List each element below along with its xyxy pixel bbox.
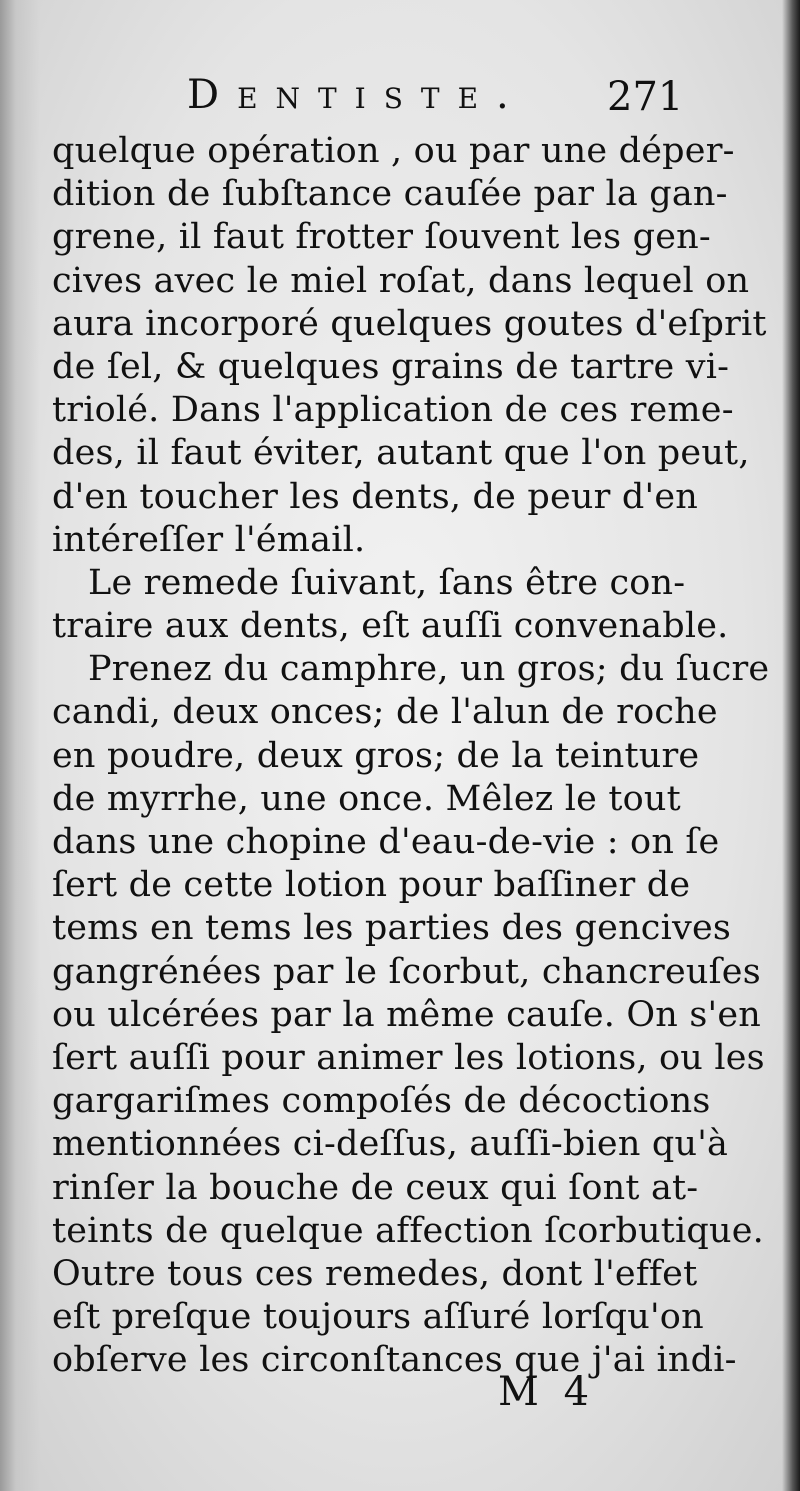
text-line: grene, il faut frotter ſouvent les gen- xyxy=(52,217,711,258)
text-line: des, il faut éviter, autant que l'on peut, xyxy=(52,433,750,474)
text-line: Le remede ſuivant, ſans être con- xyxy=(88,562,686,603)
text-line: dans une chopine d'eau-de-vie : on ſe xyxy=(52,822,720,862)
text-line: ſert auſſi pour animer les lotions, ou les xyxy=(52,1037,765,1078)
running-head: Dentiste. xyxy=(187,72,527,118)
text-line: mentionnées ci-deſſus, auſſi-bien qu'à xyxy=(52,1124,729,1165)
text-line: gargariſmes compoſés de décoctions xyxy=(52,1081,711,1122)
text-line: Outre tous ces remedes, dont l'effet xyxy=(52,1253,698,1294)
page-number: 271 xyxy=(607,74,684,120)
text-line: dition de ſubſtance cauſée par la gan- xyxy=(52,174,728,215)
binding-shadow xyxy=(0,0,40,1491)
text-line: gangrénées par le ſcorbut, chancreuſes xyxy=(52,951,761,992)
text-line: ſert de cette lotion pour baſſiner de xyxy=(52,865,691,906)
text-line: de ſel, & quelques grains de tartre vi- xyxy=(52,346,730,387)
text-line: obſerve les circonſtances que j'ai indi- xyxy=(52,1340,737,1381)
text-line: tems en tems les parties des gencives xyxy=(52,908,732,949)
text-line: ou ulcérées par la même cauſe. On s'en xyxy=(52,994,762,1035)
text-line: cives avec le miel roſat, dans lequel on xyxy=(52,260,750,301)
page-header xyxy=(52,70,684,126)
signature-mark: M 4 xyxy=(498,1369,596,1415)
text-line: de myrrhe, une once. Mêlez le tout xyxy=(52,778,681,819)
text-line: eſt preſque toujours aſſuré lorſqu'on xyxy=(52,1297,704,1338)
page-edge-shadow xyxy=(782,0,800,1491)
text-line: Prenez du camphre, un gros; du ſucre xyxy=(88,649,770,690)
text-line: traire aux dents, eſt auſſi convenable. xyxy=(52,606,729,647)
text-line: en poudre, deux gros; de la teinture xyxy=(52,735,700,776)
text-line: triolé. Dans l'application de ces reme- xyxy=(52,390,734,431)
text-line: candi, deux onces; de l'alun de roche xyxy=(52,692,718,733)
text-line: teints de quelque affection ſcorbutique. xyxy=(52,1210,764,1251)
text-line: intéreſſer l'émail. xyxy=(52,519,366,560)
text-body xyxy=(52,130,770,1382)
text-line: quelque opération , ou par une déper- xyxy=(52,131,735,171)
text-line: d'en toucher les dents, de peur d'en xyxy=(52,476,698,517)
text-line: rinſer la bouche de ceux qui ſont at- xyxy=(52,1167,699,1208)
text-line: aura incorporé quelques goutes d'eſprit xyxy=(52,303,767,344)
